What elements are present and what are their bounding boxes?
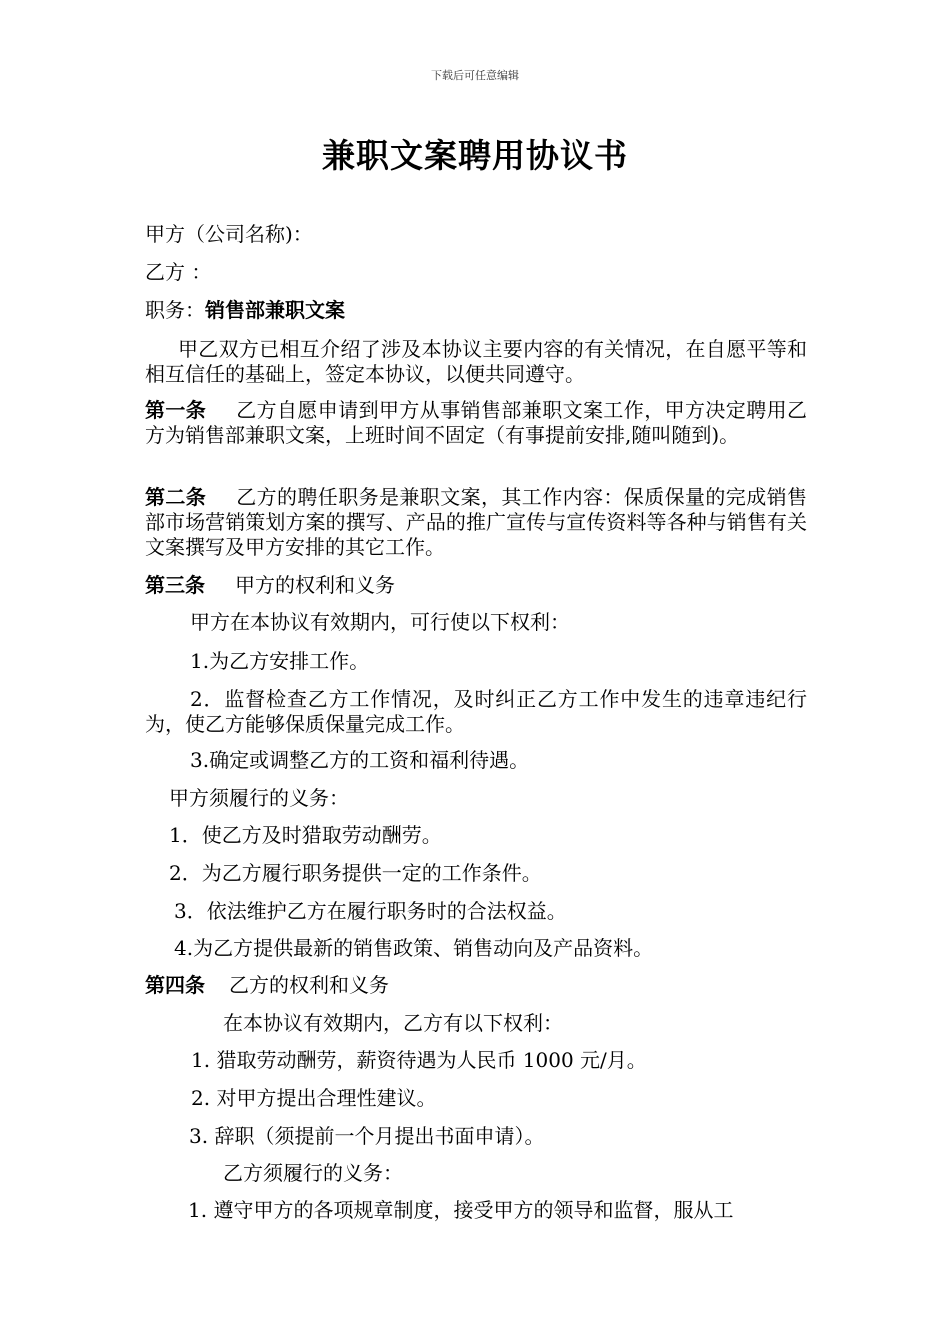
party-b-line: 乙方 ：: [145, 260, 212, 284]
article-3-text: 甲方的权利和义务: [235, 573, 395, 597]
article-4-right-1: 1. 猎取劳动酬劳，薪资待遇为人民币 1000 元/月。: [191, 1048, 647, 1072]
article-3-rights-intro: 甲方在本协议有效期内，可行使以下权利：: [190, 610, 570, 634]
article-4-right-2: 2. 对甲方提出合理性建议。: [191, 1086, 437, 1110]
article-1-heading: 第一条: [145, 398, 207, 422]
article-3-right-3: 3.确定或调整乙方的工资和福利待遇。: [190, 748, 530, 772]
article-4-duties-intro: 乙方须履行的义务：: [223, 1161, 403, 1185]
article-3-duty-2: 2．为乙方履行职务提供一定的工作条件。: [169, 861, 542, 885]
article-3-duty-4: 4.为乙方提供最新的销售政策、销售动向及产品资料。: [174, 936, 654, 960]
article-4: [145, 973, 389, 998]
intro-paragraph: 甲乙双方已相互介绍了涉及本协议主要内容的有关情况，在自愿平等和相互信任的基础上，签定本协议，以便共同遵守。: [145, 337, 807, 386]
article-3-duties-intro: 甲方须履行的义务：: [169, 786, 349, 810]
article-4-text: 乙方的权利和义务: [229, 973, 389, 997]
article-4-heading: 第四条: [145, 973, 205, 997]
article-2-heading: 第二条: [145, 485, 207, 509]
position-line: [145, 298, 345, 323]
article-2: [145, 485, 807, 560]
article-4-rights-intro: 在本协议有效期内，乙方有以下权利：: [223, 1011, 563, 1035]
article-1: [145, 398, 807, 448]
article-3: [145, 573, 395, 598]
position-value: 销售部兼职文案: [205, 298, 345, 322]
article-4-right-3: 3. 辞职（须提前一个月提出书面申请）。: [189, 1124, 545, 1148]
article-3-right-1: 1.为乙方安排工作。: [190, 649, 370, 673]
article-1-text: 乙方自愿申请到甲方从事销售部兼职文案工作，甲方决定聘用乙方为销售部兼职文案，上班时间不固定（有事提前安排,随叫随到)。: [145, 398, 808, 447]
document-title: 兼职文案聘用协议书: [322, 136, 628, 175]
article-4-duty-1: 1. 遵守甲方的各项规章制度，接受甲方的领导和监督，服从工: [188, 1198, 734, 1222]
article-3-right-2: 2．监督检查乙方工作情况，及时纠正乙方工作中发生的违章违纪行为，使乙方能够保质保量完成工作。: [145, 687, 807, 736]
header-note: 下载后可任意编辑: [431, 69, 519, 82]
article-2-text: 乙方的聘任职务是兼职文案，其工作内容：保质保量的完成销售部市场营销策划方案的撰写、产品的推广宣传与宣传资料等各种与销售有关文案撰写及甲方安排的其它工作。: [145, 485, 808, 559]
position-label: 职务：: [145, 298, 205, 322]
article-3-heading: 第三条: [145, 573, 205, 597]
article-3-duty-3: 3．依法维护乙方在履行职务时的合法权益。: [174, 899, 567, 923]
article-3-duty-1: 1．使乙方及时猎取劳动酬劳。: [169, 823, 442, 847]
party-a-line: 甲方（公司名称)：: [145, 222, 313, 246]
